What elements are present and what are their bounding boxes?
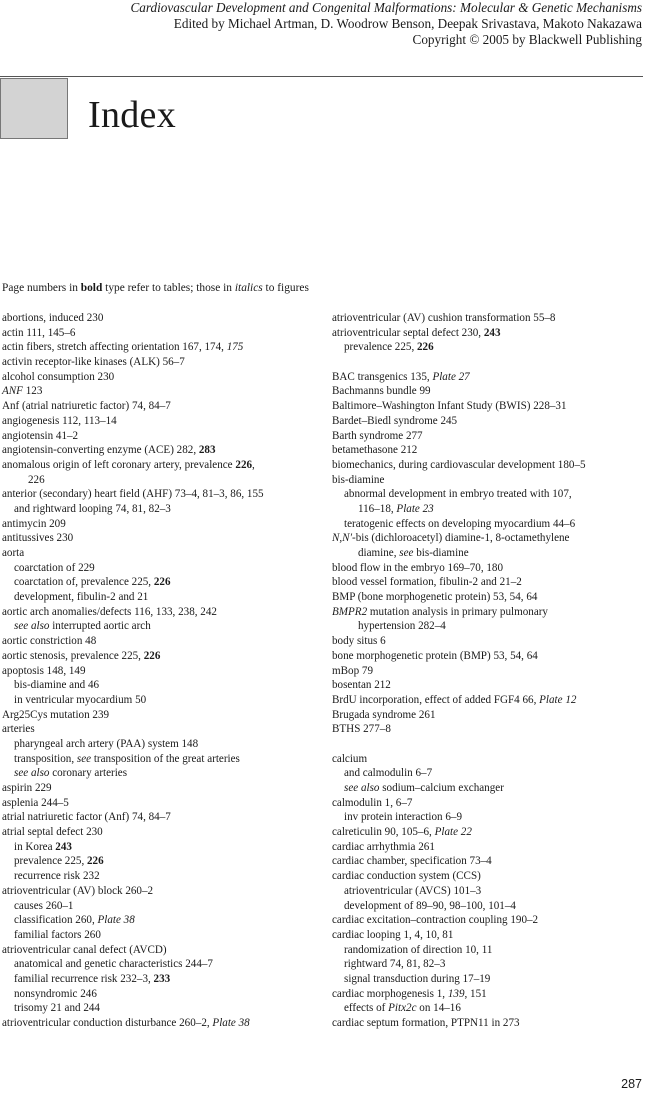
index-subentry: [2, 678, 320, 693]
index-subentry: [332, 1001, 650, 1016]
index-subentry: [2, 899, 320, 914]
entry-text-run: interrupted aortic arch: [49, 620, 151, 633]
index-entry: [332, 429, 650, 444]
entry-text-run: mBop 79: [332, 664, 373, 677]
index-subentry: [2, 575, 320, 590]
index-entry: [2, 355, 320, 370]
entry-text-run: anterior (secondary) heart field (AHF) 73–4, 81–3, 86, 155: [2, 488, 264, 501]
entry-text-run: on 14–16: [416, 1002, 461, 1015]
index-entry: [332, 664, 650, 679]
index-right-column: [332, 311, 650, 1031]
index-subentry: [2, 473, 320, 488]
entry-text-run: prevalence 225,: [344, 341, 417, 354]
entry-text-run: angiogenesis 112, 113–14: [2, 414, 117, 427]
index-entry: [332, 531, 650, 546]
entry-text-run: 283: [198, 444, 216, 457]
index-entry: [332, 913, 650, 928]
entry-text-run: see: [76, 752, 92, 765]
entry-text-run: transposition of the great arteries: [91, 752, 240, 765]
index-intro-note: [2, 281, 309, 295]
book-title: Cardiovascular Development and Congenital Malformations: Molecular & Genetic Mechanisms: [130, 0, 642, 15]
entry-text-run: Page numbers in: [2, 282, 81, 294]
index-subentry: [2, 957, 320, 972]
entry-text-run: abortions, induced 230: [2, 312, 104, 324]
index-subentry: [2, 928, 320, 943]
index-subentry: [2, 766, 320, 781]
chapter-marker-box: [0, 78, 68, 139]
index-subentry: [332, 619, 650, 634]
index-entry: [332, 605, 650, 620]
index-entry: [332, 326, 650, 341]
entry-text-run: atrioventricular (AVCS) 101–3: [344, 884, 482, 897]
entry-text-run: cardiac septum formation, PTPN11 in 273: [332, 1017, 520, 1029]
entry-text-run: 226: [235, 458, 253, 471]
entry-text-run: 175: [226, 341, 244, 354]
index-entry: [332, 311, 650, 326]
entry-text-run: development of 89–90, 98–100, 101–4: [344, 899, 516, 912]
index-left-column: [2, 311, 320, 1031]
entry-text-run: 226: [153, 576, 171, 589]
entry-text-run: in ventricular myocardium 50: [14, 693, 147, 706]
entry-text-run: calreticulin 90, 105–6,: [332, 826, 435, 839]
index-entry: [332, 752, 650, 767]
index-entry: [2, 517, 320, 532]
index-entry: [332, 796, 650, 811]
index-subentry: [2, 1001, 320, 1016]
entry-text-run: in Korea: [14, 840, 56, 853]
index-entry: [2, 810, 320, 825]
entry-text-run: apoptosis 148, 149: [2, 664, 86, 677]
index-entry: [2, 443, 320, 458]
entry-text-run: to figures: [262, 282, 309, 294]
entry-text-run: Pitx2c: [388, 1002, 417, 1015]
entry-text-run: classification 260,: [14, 914, 98, 927]
index-subentry: [2, 869, 320, 884]
index-entry: [2, 722, 320, 737]
index-subentry: [2, 987, 320, 1002]
index-entry: [2, 326, 320, 341]
index-entry: [332, 414, 650, 429]
entry-text-run: Bardet–Biedl syndrome 245: [332, 414, 458, 427]
entry-text-run: atrioventricular septal defect 230,: [332, 326, 484, 339]
index-entry: [332, 840, 650, 855]
index-entry: [332, 458, 650, 473]
entry-text-run: 233: [153, 972, 171, 985]
index-entry: [332, 722, 650, 737]
entry-text-run: nonsyndromic 246: [14, 987, 97, 1000]
entry-text-run: 116–18,: [358, 502, 397, 515]
index-entry: [2, 781, 320, 796]
entry-text-run: bis-diamine: [332, 473, 385, 486]
index-subentry: [2, 840, 320, 855]
entry-text-run: inv protein interaction 6–9: [344, 811, 462, 824]
entry-text-run: aortic constriction 48: [2, 635, 97, 648]
entry-text-run: diamine,: [358, 547, 400, 559]
index-subentry: [332, 972, 650, 987]
index-entry: [2, 458, 320, 473]
index-entry: [2, 399, 320, 414]
entry-text-run: N,N′: [332, 532, 352, 545]
index-entry: [2, 649, 320, 664]
entry-text-run: Baltimore–Washington Infant Study (BWIS) 228–31: [332, 400, 567, 413]
entry-text-run: BMP (bone morphogenetic protein) 53, 54, 64: [332, 591, 538, 604]
entry-text-run: aspirin 229: [2, 782, 52, 794]
index-subentry: [332, 546, 650, 561]
entry-text-run: BAC transgenics 135,: [332, 370, 433, 383]
index-subentry: [332, 340, 650, 355]
entry-text-run: causes 260–1: [14, 899, 74, 912]
index-entry: [332, 987, 650, 1002]
entry-text-run: activin receptor-like kinases (ALK) 56–7: [2, 356, 185, 369]
entry-text-run: 123: [22, 385, 43, 398]
entry-text-run: Plate 38: [97, 914, 135, 927]
entry-text-run: sodium–calcium exchanger: [379, 782, 504, 794]
entry-text-run: atrioventricular conduction disturbance 260–2,: [2, 1017, 213, 1029]
index-subentry: [2, 752, 320, 767]
index-entry: [332, 590, 650, 605]
entry-text-run: ANF: [2, 385, 23, 398]
entry-text-run: BTHS 277–8: [332, 723, 391, 736]
index-subentry: [2, 590, 320, 605]
entry-text-run: 226: [87, 855, 104, 868]
entry-text-run: coarctation of 229: [14, 561, 95, 574]
index-entry: [2, 884, 320, 899]
entry-text-run: Plate 27: [432, 370, 470, 383]
entry-text-run: calcium: [332, 752, 368, 765]
entry-text-run: body situs 6: [332, 635, 386, 648]
entry-text-run: type refer to tables; those in: [102, 282, 235, 294]
header-rule: [0, 76, 643, 77]
entry-text-run: coarctation of, prevalence 225,: [14, 576, 154, 589]
entry-text-run: mutation analysis in primary pulmonary: [367, 605, 548, 618]
entry-text-run: 226: [28, 473, 45, 486]
entry-text-run: antimycin 209: [2, 517, 66, 530]
entry-text-run: , 151: [464, 987, 487, 1000]
entry-text-run: angiotensin-converting enzyme (ACE) 282,: [2, 444, 199, 457]
index-entry: [332, 384, 650, 399]
index-subentry: [332, 517, 650, 532]
entry-text-run: actin fibers, stretch affecting orientation 167, 174,: [2, 341, 227, 354]
index-subentry: [332, 810, 650, 825]
entry-text-run: Plate 22: [434, 826, 472, 839]
entry-text-run: atrioventricular (AV) block 260–2: [2, 884, 154, 897]
index-subentry: [2, 561, 320, 576]
index-subentry: [2, 502, 320, 517]
index-entry: [2, 340, 320, 355]
entry-text-run: and rightward looping 74, 81, 82–3: [14, 502, 171, 515]
entry-text-run: 226: [143, 649, 161, 662]
index-entry: [332, 649, 650, 664]
index-entry: [332, 825, 650, 840]
entry-text-run: cardiac looping 1, 4, 10, 81: [332, 928, 454, 941]
page-number: 287: [621, 1077, 642, 1091]
index-entry: [2, 664, 320, 679]
entry-text-run: Bachmanns bundle 99: [332, 385, 431, 398]
index-entry: [332, 399, 650, 414]
entry-text-run: familial factors 260: [14, 928, 101, 941]
entry-text-run: familial recurrence risk 232–3,: [14, 972, 154, 985]
index-entry: [332, 708, 650, 723]
index-entry: [2, 1016, 320, 1031]
entry-text-run: Anf (atrial natriuretic factor) 74, 84–7: [2, 400, 171, 413]
entry-text-run: arteries: [2, 723, 35, 736]
entry-text-run: prevalence 225,: [14, 855, 87, 868]
index-entry: [332, 678, 650, 693]
index-subentry: [332, 781, 650, 796]
index-subentry: [2, 619, 320, 634]
entry-text-run: italics: [234, 282, 263, 294]
index-subentry: [2, 693, 320, 708]
index-subentry: [332, 884, 650, 899]
editors-line: Edited by Michael Artman, D. Woodrow Benson, Deepak Srivastava, Makoto Nakazawa: [173, 16, 642, 31]
entry-text-run: blood vessel formation, fibulin-2 and 21–2: [332, 576, 522, 589]
entry-text-run: anatomical and genetic characteristics 244–7: [14, 958, 213, 971]
index-entry: [332, 693, 650, 708]
index-subentry: [332, 957, 650, 972]
index-entry: [2, 414, 320, 429]
entry-text-run: BMPR2: [332, 605, 368, 618]
index-entry: [332, 854, 650, 869]
index-entry: [332, 443, 650, 458]
index-subentry: [332, 943, 650, 958]
entry-text-run: cardiac morphogenesis 1,: [332, 987, 448, 1000]
index-subentry: [2, 737, 320, 752]
entry-text-run: atrioventricular canal defect (AVCD): [2, 943, 167, 956]
entry-text-run: recurrence risk 232: [14, 870, 100, 883]
index-entry: [2, 796, 320, 811]
entry-text-run: bold: [80, 282, 103, 294]
entry-text-run: cardiac conduction system (CCS): [332, 870, 481, 883]
index-subentry: [332, 502, 650, 517]
entry-text-run: betamethasone 212: [332, 444, 418, 457]
entry-text-run: blood flow in the embryo 169–70, 180: [332, 561, 504, 574]
entry-text-run: angiotensin 41–2: [2, 429, 79, 442]
index-entry: [332, 575, 650, 590]
entry-text-run: bosentan 212: [332, 679, 391, 692]
index-section-gap: [332, 355, 650, 370]
running-header: [130, 0, 642, 48]
index-entry: [332, 869, 650, 884]
index-entry: [332, 1016, 650, 1031]
entry-text-run: signal transduction during 17–19: [344, 972, 491, 985]
entry-text-run: cardiac arrhythmia 261: [332, 840, 435, 853]
entry-text-run: ,: [252, 458, 255, 471]
entry-text-run: Brugada syndrome 261: [332, 708, 436, 721]
entry-text-run: Barth syndrome 277: [332, 429, 423, 442]
entry-text-run: Arg25Cys mutation 239: [2, 708, 110, 721]
index-entry: [2, 634, 320, 649]
entry-text-run: teratogenic effects on developing myocardium 44–6: [344, 517, 576, 530]
entry-text-run: 243: [483, 326, 501, 339]
entry-text-run: 226: [417, 341, 434, 354]
entry-text-run: atrial septal defect 230: [2, 826, 103, 839]
index-subentry: [2, 854, 320, 869]
index-entry: [2, 429, 320, 444]
entry-text-run: hypertension 282–4: [358, 620, 446, 633]
index-entry: [2, 546, 320, 561]
index-entry: [332, 561, 650, 576]
index-subentry: [2, 972, 320, 987]
index-subentry: [332, 487, 650, 502]
entry-text-run: bone morphogenetic protein (BMP) 53, 54, 64: [332, 649, 538, 662]
index-entry: [2, 384, 320, 399]
entry-text-run: trisomy 21 and 244: [14, 1002, 100, 1015]
index-entry: [2, 487, 320, 502]
entry-text-run: Plate 23: [396, 502, 434, 515]
index-entry: [2, 825, 320, 840]
entry-text-run: abnormal development in embryo treated with 107,: [344, 488, 572, 501]
entry-text-run: see also: [344, 782, 380, 794]
index-entry: [332, 928, 650, 943]
index-entry: [2, 708, 320, 723]
index-entry: [2, 605, 320, 620]
entry-text-run: aortic stenosis, prevalence 225,: [2, 649, 144, 662]
entry-text-run: 139: [447, 987, 465, 1000]
index-entry: [332, 370, 650, 385]
entry-text-run: pharyngeal arch artery (PAA) system 148: [14, 737, 199, 750]
entry-text-run: aorta: [2, 547, 25, 559]
page-title: Index: [88, 94, 177, 136]
index-subentry: [332, 766, 650, 781]
index-entry: [2, 943, 320, 958]
entry-text-run: actin 111, 145–6: [2, 326, 76, 339]
entry-text-run: alcohol consumption 230: [2, 370, 115, 383]
entry-text-run: see also: [14, 767, 50, 780]
entry-text-run: effects of: [344, 1002, 389, 1015]
entry-text-run: calmodulin 1, 6–7: [332, 796, 413, 809]
entry-text-run: BrdU incorporation, effect of added FGF4 66,: [332, 693, 540, 706]
entry-text-run: see: [399, 547, 414, 559]
entry-text-run: and calmodulin 6–7: [344, 767, 433, 780]
entry-text-run: bis-diamine: [413, 547, 469, 559]
entry-text-run: transposition,: [14, 752, 77, 765]
entry-text-run: Plate 38: [212, 1017, 250, 1029]
entry-text-run: randomization of direction 10, 11: [344, 943, 493, 956]
index-entry: [332, 473, 650, 488]
entry-text-run: cardiac excitation–contraction coupling 190–2: [332, 914, 539, 927]
entry-text-run: aortic arch anomalies/defects 116, 133, 238, 242: [2, 605, 217, 618]
index-entry: [2, 311, 320, 326]
entry-text-run: atrioventricular (AV) cushion transformation 55–8: [332, 312, 556, 324]
entry-text-run: see also: [14, 620, 50, 633]
index-entry: [332, 634, 650, 649]
copyright-line: Copyright © 2005 by Blackwell Publishing: [412, 32, 642, 47]
entry-text-run: asplenia 244–5: [2, 796, 69, 809]
index-entry: [2, 531, 320, 546]
entry-text-run: atrial natriuretic factor (Anf) 74, 84–7: [2, 811, 171, 824]
entry-text-run: anomalous origin of left coronary artery, prevalence: [2, 458, 236, 471]
index-subentry: [332, 899, 650, 914]
index-subentry: [2, 913, 320, 928]
index-entry: [2, 370, 320, 385]
entry-text-run: biomechanics, during cardiovascular development 180–5: [332, 458, 586, 471]
entry-text-run: bis-diamine and 46: [14, 679, 100, 692]
entry-text-run: -bis (dichloroacetyl) diamine-1, 8-octamethylene: [352, 532, 570, 545]
entry-text-run: 243: [55, 840, 72, 853]
entry-text-run: Plate 12: [539, 693, 577, 706]
entry-text-run: antitussives 230: [2, 532, 74, 545]
entry-text-run: cardiac chamber, specification 73–4: [332, 855, 492, 868]
entry-text-run: coronary arteries: [49, 767, 128, 780]
index-section-gap: [332, 737, 650, 752]
entry-text-run: development, fibulin-2 and 21: [14, 591, 149, 604]
entry-text-run: rightward 74, 81, 82–3: [344, 958, 446, 971]
